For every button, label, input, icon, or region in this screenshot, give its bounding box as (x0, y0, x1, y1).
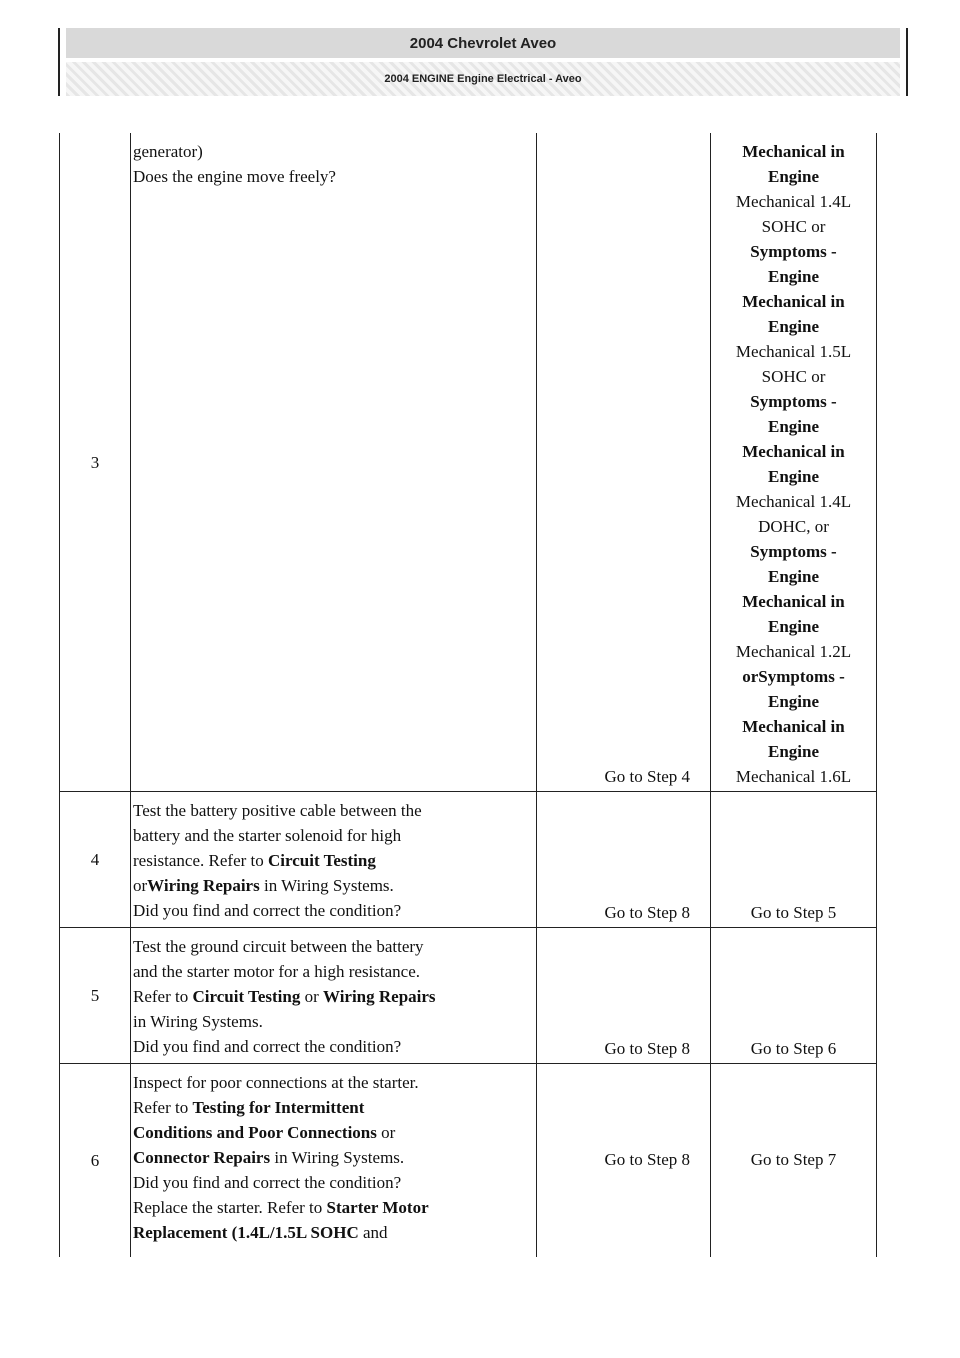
action-line (133, 873, 532, 898)
text-run: Replace the starter. Refer to (133, 1198, 327, 1217)
action-line: Did you find and correct the condition? (133, 1037, 402, 1056)
yes-cell: Go to Step 8 (537, 928, 711, 1064)
text-run: or (376, 1123, 396, 1142)
action-line (133, 984, 532, 1009)
starter-motor-link[interactable]: Starter Motor (326, 1198, 429, 1217)
yes-cell: Go to Step 8 (537, 1064, 711, 1257)
action-line (133, 1145, 532, 1170)
no-line[interactable]: Engine (767, 417, 820, 436)
step-number: 4 (60, 792, 131, 928)
text-run: Refer to (133, 987, 193, 1006)
no-line[interactable]: Engine (767, 317, 820, 336)
action-line (133, 1095, 532, 1120)
step-number: 5 (60, 928, 131, 1064)
text-run: and (358, 1223, 388, 1242)
text-run: or (133, 876, 148, 895)
table-row (60, 928, 877, 1064)
no-line[interactable]: Mechanical in (742, 717, 845, 736)
no-line[interactable]: orSymptoms - (742, 667, 845, 686)
document-title: 2004 Chevrolet Aveo (66, 28, 900, 58)
no-cell (711, 133, 877, 792)
wiring-repairs-link[interactable]: Wiring Repairs (147, 876, 260, 895)
action-line: Did you find and correct the condition? (133, 901, 402, 920)
action-line (133, 1120, 532, 1145)
no-line: Mechanical 1.5L (735, 342, 852, 361)
no-line[interactable]: Engine (767, 617, 820, 636)
text-run: in Wiring Systems. (270, 1148, 405, 1167)
no-line: Mechanical 1.6L (735, 767, 852, 786)
no-line[interactable]: Mechanical in (742, 442, 845, 461)
intermittent-link[interactable]: Testing for Intermittent (192, 1098, 365, 1117)
action-line: Test the battery positive cable between the (133, 801, 422, 820)
no-cell: Go to Step 5 (711, 792, 877, 928)
no-line: SOHC or (761, 367, 826, 386)
document-subtitle: 2004 ENGINE Engine Electrical - Aveo (66, 62, 900, 96)
text-run: Refer to (133, 1098, 193, 1117)
action-line: battery and the starter solenoid for high (133, 826, 402, 845)
no-line: Mechanical 1.4L (735, 192, 852, 211)
step-number: 6 (60, 1064, 131, 1257)
action-line: Inspect for poor connections at the starter. (133, 1073, 419, 1092)
action-line: generator) (133, 142, 203, 161)
action-line (133, 848, 532, 873)
no-cell: Go to Step 7 (711, 1064, 877, 1257)
replacement-link[interactable]: Replacement (1.4L/1.5L SOHC (133, 1223, 359, 1242)
action-line: Did you find and correct the condition? (133, 1173, 402, 1192)
no-line: Mechanical 1.4L (735, 492, 852, 511)
connector-repairs-link[interactable]: Connector Repairs (133, 1148, 271, 1167)
action-line (133, 1220, 532, 1245)
no-line[interactable]: Mechanical in (742, 142, 845, 161)
action-cell (131, 792, 537, 928)
poor-connections-link[interactable]: Conditions and Poor Connections (133, 1123, 377, 1142)
action-cell (131, 928, 537, 1064)
text-run: or (300, 987, 323, 1006)
step-number: 3 (60, 133, 131, 792)
action-line: in Wiring Systems. (133, 1012, 263, 1031)
diagnostic-table (59, 133, 877, 1257)
no-line[interactable]: Engine (767, 692, 820, 711)
no-cell: Go to Step 6 (711, 928, 877, 1064)
action-cell (131, 133, 537, 792)
action-line: Test the ground circuit between the battery (133, 937, 424, 956)
table-row (60, 133, 877, 792)
no-line[interactable]: Symptoms - (750, 542, 837, 561)
no-line[interactable]: Engine (767, 267, 820, 286)
no-line: Mechanical 1.2L (735, 642, 852, 661)
action-line: Does the engine move freely? (133, 167, 336, 186)
no-line[interactable]: Engine (767, 567, 820, 586)
action-line: and the starter motor for a high resistance. (133, 962, 421, 981)
wiring-repairs-link[interactable]: Wiring Repairs (323, 987, 436, 1006)
action-cell (131, 1064, 537, 1257)
circuit-testing-link[interactable]: Circuit Testing (192, 987, 301, 1006)
no-line[interactable]: Symptoms - (750, 242, 837, 261)
no-line[interactable]: Engine (767, 167, 820, 186)
circuit-testing-link[interactable]: Circuit Testing (268, 851, 376, 870)
no-line[interactable]: Mechanical in (742, 592, 845, 611)
no-line: DOHC, or (758, 517, 829, 536)
table-row (60, 1064, 877, 1257)
action-line (133, 1195, 532, 1220)
table-row (60, 792, 877, 928)
page-header (58, 28, 908, 96)
no-line[interactable]: Mechanical in (742, 292, 845, 311)
no-line[interactable]: Symptoms - (750, 392, 837, 411)
yes-cell: Go to Step 8 (537, 792, 711, 928)
text-run: resistance. Refer to (133, 851, 268, 870)
text-run: in Wiring Systems. (259, 876, 394, 895)
no-line: SOHC or (761, 217, 826, 236)
yes-cell: Go to Step 4 (537, 133, 711, 792)
no-line[interactable]: Engine (767, 467, 820, 486)
no-line[interactable]: Engine (767, 742, 820, 761)
